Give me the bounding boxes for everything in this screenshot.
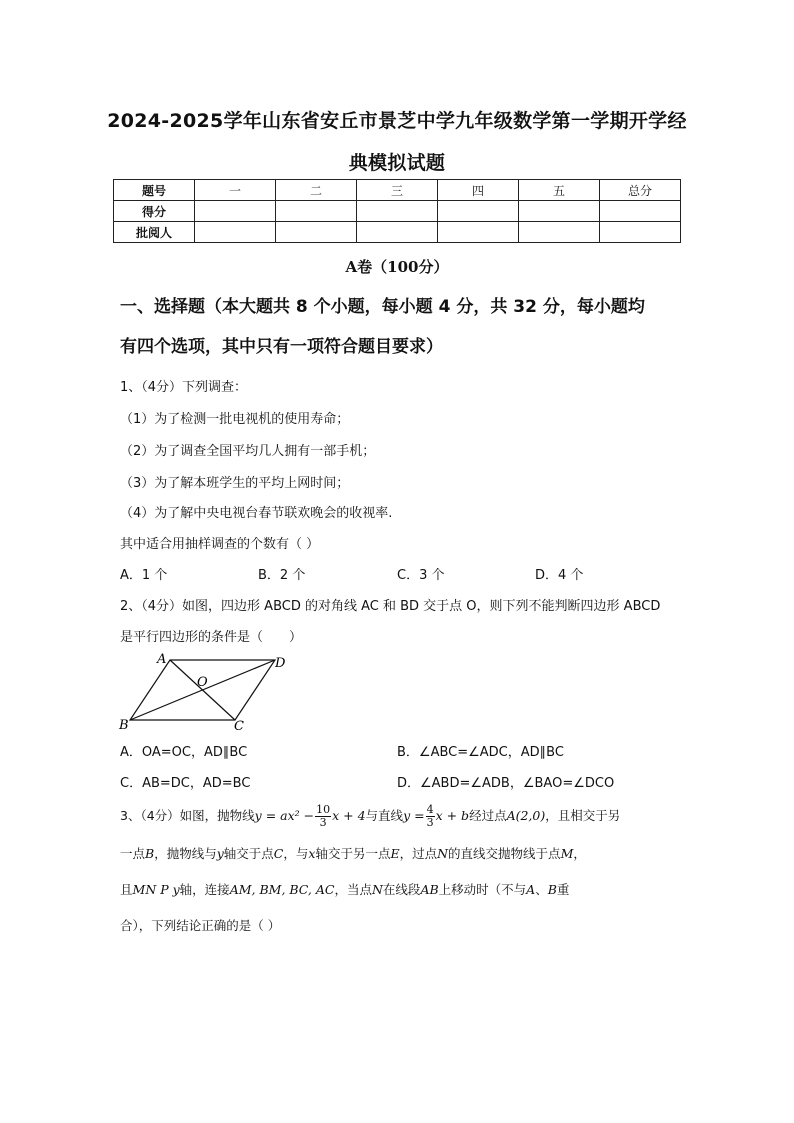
score-cell bbox=[357, 201, 438, 222]
q3-var: C bbox=[273, 846, 284, 861]
score-table bbox=[113, 179, 681, 243]
diagonal-bd bbox=[130, 660, 275, 720]
q3-var: N bbox=[437, 846, 449, 861]
q3-text: ，与 bbox=[283, 846, 309, 861]
q3-line2 bbox=[120, 844, 586, 862]
q3-var: AB bbox=[420, 882, 439, 897]
vertex-label-b: B bbox=[119, 718, 129, 732]
q3-text: ，且相交于另 bbox=[545, 808, 621, 823]
q3-text: ，过点 bbox=[399, 846, 438, 861]
q3-line3 bbox=[120, 880, 569, 898]
q3-var: y bbox=[216, 846, 224, 861]
q3-text: 上移动时（不与 bbox=[438, 882, 527, 897]
q2-stem-line2: 是平行四边形的条件是（ ） bbox=[120, 630, 303, 645]
exam-title-line2: 典模拟试题 bbox=[348, 152, 446, 174]
q3-fraction-denominator: 3 bbox=[319, 816, 327, 829]
score-table-header-cell: 三 bbox=[357, 180, 438, 201]
score-table-header-cell: 一 bbox=[195, 180, 276, 201]
part1-heading-line2: 有四个选项，其中只有一项符合题目要求） bbox=[120, 337, 443, 357]
reviewer-cell bbox=[519, 222, 600, 243]
q3-var: x bbox=[308, 846, 316, 861]
q3-text: 3、（4分）如图，抛物线 bbox=[120, 808, 255, 823]
reviewer-row-label: 批阅人 bbox=[114, 222, 195, 243]
score-cell bbox=[438, 201, 519, 222]
score-table-header-cell: 四 bbox=[438, 180, 519, 201]
q3-point-a: A(2,0) bbox=[506, 808, 546, 823]
score-table-header-row bbox=[114, 180, 681, 201]
score-cell bbox=[600, 201, 681, 222]
q3-text: 的直线交抛物线于点 bbox=[448, 846, 561, 861]
q3-text: 重 bbox=[556, 882, 570, 897]
q1-stem: 1、（4分）下列调查： bbox=[120, 380, 248, 395]
part1-heading-line1: 一、选择题（本大题共 8 个小题，每小题 4 分，共 32 分，每小题均 bbox=[120, 297, 645, 317]
q2-option-d[interactable]: D．∠ABD=∠ADB，∠BAO=∠DCO bbox=[397, 776, 615, 791]
q3-parabola-eq-post: x + 4 bbox=[332, 808, 366, 823]
q3-line-eq-post: x + b bbox=[435, 808, 470, 823]
q1-option-d[interactable]: D．4 个 bbox=[535, 568, 584, 583]
q3-text: 且 bbox=[120, 882, 133, 897]
q2-option-c[interactable]: C．AB=DC，AD=BC bbox=[120, 776, 251, 791]
reviewer-cell bbox=[276, 222, 357, 243]
q3-var: MN P y bbox=[132, 882, 180, 897]
center-label-o: O bbox=[197, 675, 208, 690]
score-row-label: 得分 bbox=[114, 201, 195, 222]
reviewer-cell bbox=[438, 222, 519, 243]
q3-var: B bbox=[547, 882, 557, 897]
q3-text: 一点 bbox=[120, 846, 146, 861]
q2-option-a[interactable]: A．OA=OC，AD∥BC bbox=[120, 745, 248, 760]
q3-parabola-eq-pre: y = ax² − bbox=[254, 808, 315, 823]
q3-var: E bbox=[390, 846, 400, 861]
score-table-header-cell: 五 bbox=[519, 180, 600, 201]
q3-text: ，当点 bbox=[334, 882, 372, 897]
q1-option-b[interactable]: B．2 个 bbox=[258, 568, 306, 583]
q1-option-a[interactable]: A．1 个 bbox=[120, 568, 168, 583]
vertex-label-d: D bbox=[275, 656, 286, 671]
q3-line1 bbox=[120, 798, 620, 834]
score-table-header-cell: 总分 bbox=[600, 180, 681, 201]
q1-item: （4）为了解中央电视台春节联欢晚会的收视率. bbox=[120, 506, 393, 521]
score-table-row bbox=[114, 201, 681, 222]
q3-text: ， bbox=[573, 846, 586, 861]
reviewer-cell bbox=[195, 222, 276, 243]
q3-text: 与直线 bbox=[365, 808, 404, 823]
q3-text: 、 bbox=[535, 882, 548, 897]
q3-line4: 合），下列结论正确的是（ ） bbox=[120, 918, 281, 933]
score-cell bbox=[195, 201, 276, 222]
section-a-heading: A卷（100分） bbox=[345, 258, 449, 276]
score-table-header-cell: 二 bbox=[276, 180, 357, 201]
q1-item: （2）为了调查全国平均几人拥有一部手机； bbox=[120, 444, 376, 459]
q3-text: 轴，连接 bbox=[179, 882, 230, 897]
q3-fraction-numerator: 4 bbox=[426, 803, 434, 816]
q1-option-c[interactable]: C．3 个 bbox=[397, 568, 445, 583]
score-table-header-cell: 题号 bbox=[114, 180, 195, 201]
q3-fraction-numerator: 10 bbox=[316, 803, 331, 816]
reviewer-cell bbox=[357, 222, 438, 243]
reviewer-cell bbox=[600, 222, 681, 243]
score-table-row bbox=[114, 222, 681, 243]
q1-item: （3）为了解本班学生的平均上网时间； bbox=[120, 476, 350, 491]
q3-text: 轴交于另一点 bbox=[315, 846, 391, 861]
q2-option-b[interactable]: B．∠ABC=∠ADC，AD∥BC bbox=[397, 745, 564, 760]
q3-var: N bbox=[371, 882, 383, 897]
q3-line-eq-pre: y = bbox=[403, 808, 425, 823]
q3-var: M bbox=[560, 846, 574, 861]
q2-stem-line1: 2、（4分）如图，四边形 ABCD 的对角线 AC 和 BD 交于点 O，则下列不能判断四边形 ABCD bbox=[120, 599, 661, 614]
q3-text: ，抛物线与 bbox=[154, 846, 217, 861]
q3-text: 在线段 bbox=[382, 882, 421, 897]
q3-var: AM, BM, BC, AC bbox=[229, 882, 335, 897]
q3-fraction-denominator: 3 bbox=[426, 816, 434, 829]
q3-fraction bbox=[315, 804, 331, 829]
vertex-label-c: C bbox=[234, 719, 244, 732]
vertex-label-a: A bbox=[157, 652, 167, 667]
score-cell bbox=[519, 201, 600, 222]
q3-var: A bbox=[526, 882, 536, 897]
exam-title-line1: 2024-2025学年山东省安丘市景芝中学九年级数学第一学期开学经 bbox=[107, 110, 687, 132]
q3-fraction bbox=[426, 804, 435, 829]
parallelogram-figure bbox=[113, 650, 298, 732]
q3-text: 经过点 bbox=[469, 808, 507, 823]
q1-item: （1）为了检测一批电视机的使用寿命； bbox=[120, 412, 350, 427]
q1-ask: 其中适合用抽样调查的个数有（ ） bbox=[120, 537, 320, 552]
q3-text: 轴交于点 bbox=[223, 846, 274, 861]
q3-var: B bbox=[145, 846, 155, 861]
score-cell bbox=[276, 201, 357, 222]
